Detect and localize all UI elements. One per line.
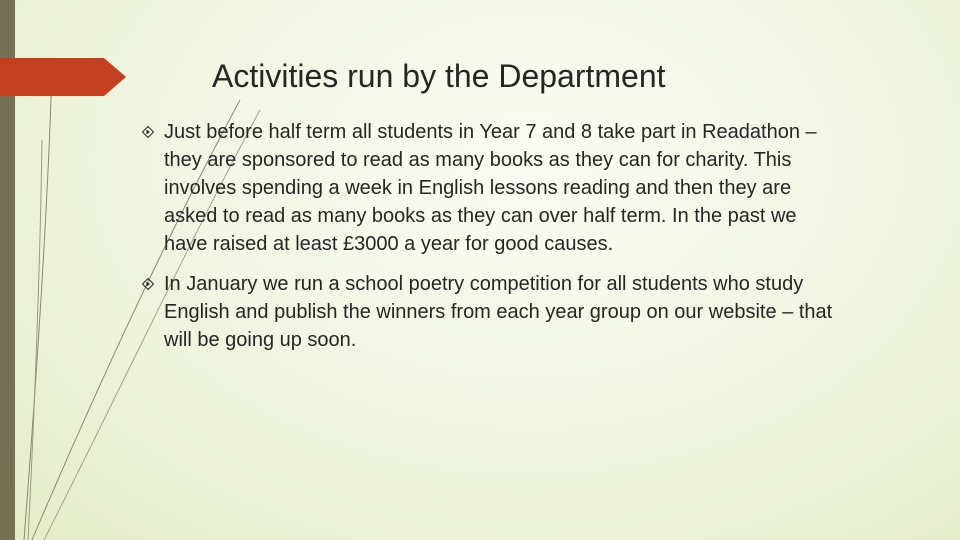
list-item: [142, 270, 842, 354]
list-item: [142, 118, 842, 258]
bullet-text: Just before half term all students in Year 7 and 8 take part in Readathon – they are sponsored to read as many books as they can for charity. This involves spending a week in English lessons reading and then they are asked to read as many books as they can over half term. In the past we have raised at least £3000 a year for good causes.: [164, 121, 817, 255]
slide-title: Activities run by the Department: [212, 58, 666, 94]
diamond-arrow-icon: [142, 278, 154, 290]
bullet-list: [142, 118, 842, 366]
diamond-arrow-icon: [142, 126, 154, 138]
title-accent-arrow-icon: [0, 58, 126, 96]
bullet-text: In January we run a school poetry competition for all students who study English and publish the winners from each year group on our website – that will be going up soon.: [164, 273, 833, 351]
